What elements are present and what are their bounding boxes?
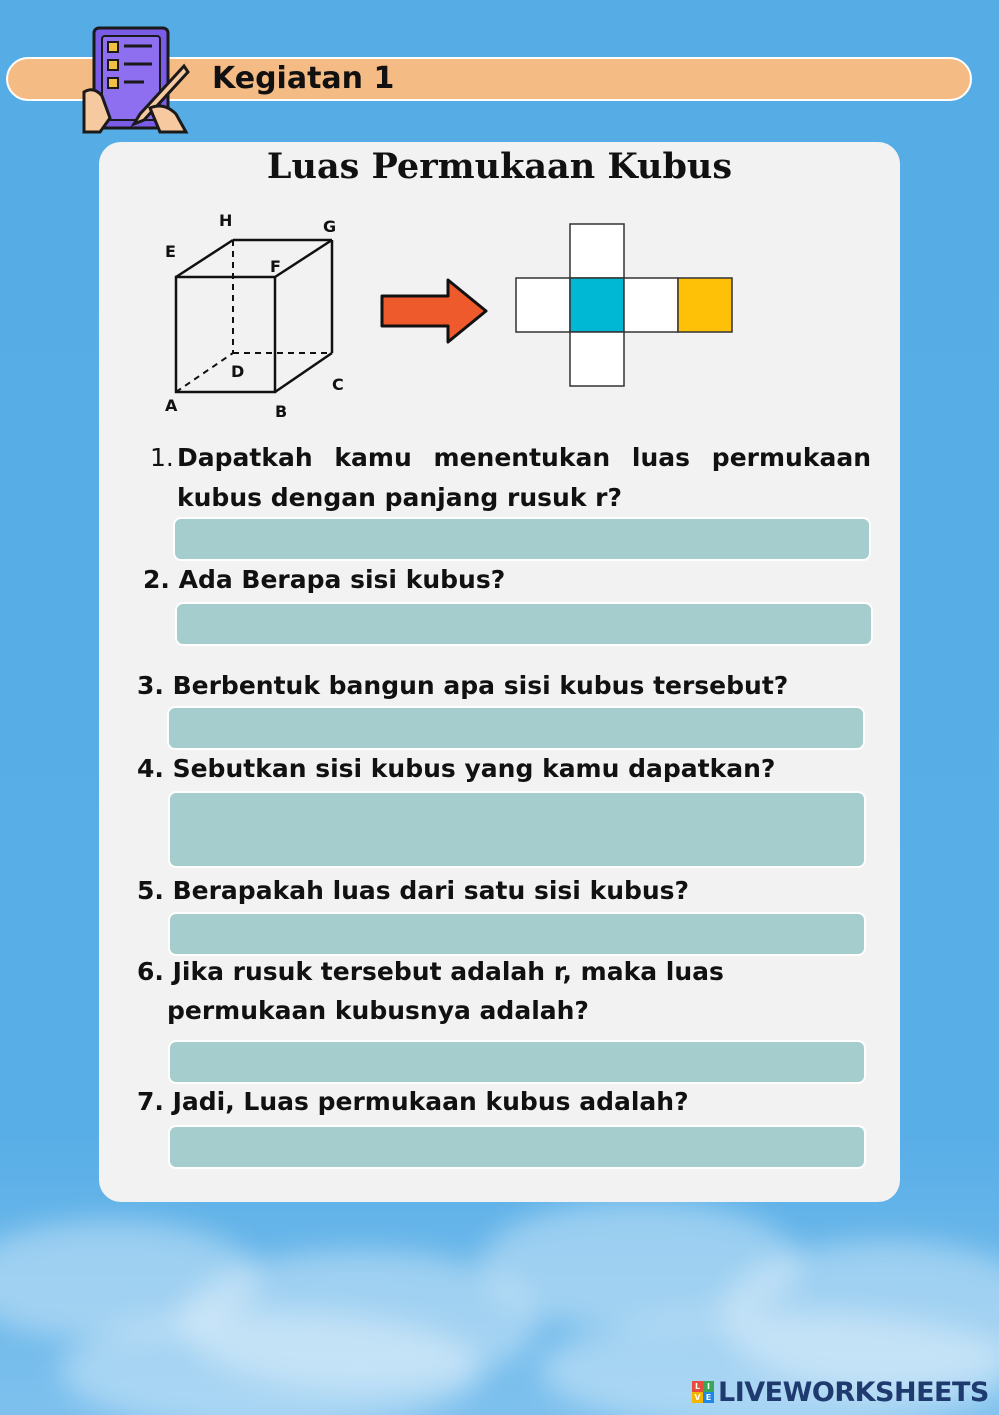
question-2: 2. Ada Berapa sisi kubus? (143, 565, 506, 594)
vertex-label-d: D (231, 362, 245, 381)
net-face-left (516, 278, 570, 332)
question-6-line-1: 6. Jika rusuk tersebut adalah r, maka luas (137, 957, 724, 986)
question-4: 4. Sebutkan sisi kubus yang kamu dapatkan? (137, 754, 776, 783)
answer-box-4[interactable] (168, 791, 866, 868)
cube-net-diagram (512, 222, 738, 392)
question-6-line-2: permukaan kubusnya adalah? (167, 996, 589, 1025)
question-7: 7. Jadi, Luas permukaan kubus adalah? (137, 1087, 689, 1116)
answer-box-1[interactable] (173, 517, 871, 561)
answer-box-3[interactable] (167, 706, 865, 750)
cube-diagram (155, 205, 365, 425)
answer-box-5[interactable] (168, 912, 866, 956)
right-arrow-icon (378, 276, 492, 346)
net-face-right (624, 278, 678, 332)
net-face-bottom (570, 332, 624, 386)
liveworksheets-logo (692, 1372, 989, 1412)
answer-box-2[interactable] (175, 602, 873, 646)
vertex-label-b: B (275, 402, 288, 421)
question-5: 5. Berapakah luas dari satu sisi kubus? (137, 876, 690, 905)
net-face-top (570, 224, 624, 278)
answer-box-7[interactable] (168, 1125, 866, 1169)
question-3: 3. Berbentuk bangun apa sisi kubus tersebut? (137, 671, 789, 700)
question-1-number: 1. (150, 443, 174, 472)
banner-title: Kegiatan 1 (212, 61, 395, 96)
vertex-label-e: E (165, 242, 176, 261)
liveworksheets-logo-icon: L I V E (692, 1381, 714, 1403)
vertex-label-g: G (323, 217, 337, 236)
vertex-label-c: C (332, 375, 344, 394)
vertex-label-a: A (165, 396, 178, 415)
answer-box-6[interactable] (168, 1040, 866, 1084)
vertex-label-f: F (270, 257, 281, 276)
card-title: Luas Permukaan Kubus (266, 146, 733, 187)
net-face-center (570, 278, 624, 332)
clipboard-checklist-icon (80, 22, 192, 138)
question-1: Dapatkah kamu menentukan luas permukaan kubus dengan panjang rusuk r? (177, 443, 871, 512)
vertex-label-h: H (219, 211, 233, 230)
net-face-back (678, 278, 732, 332)
liveworksheets-brand: LIVEWORKSHEETS (718, 1376, 989, 1408)
